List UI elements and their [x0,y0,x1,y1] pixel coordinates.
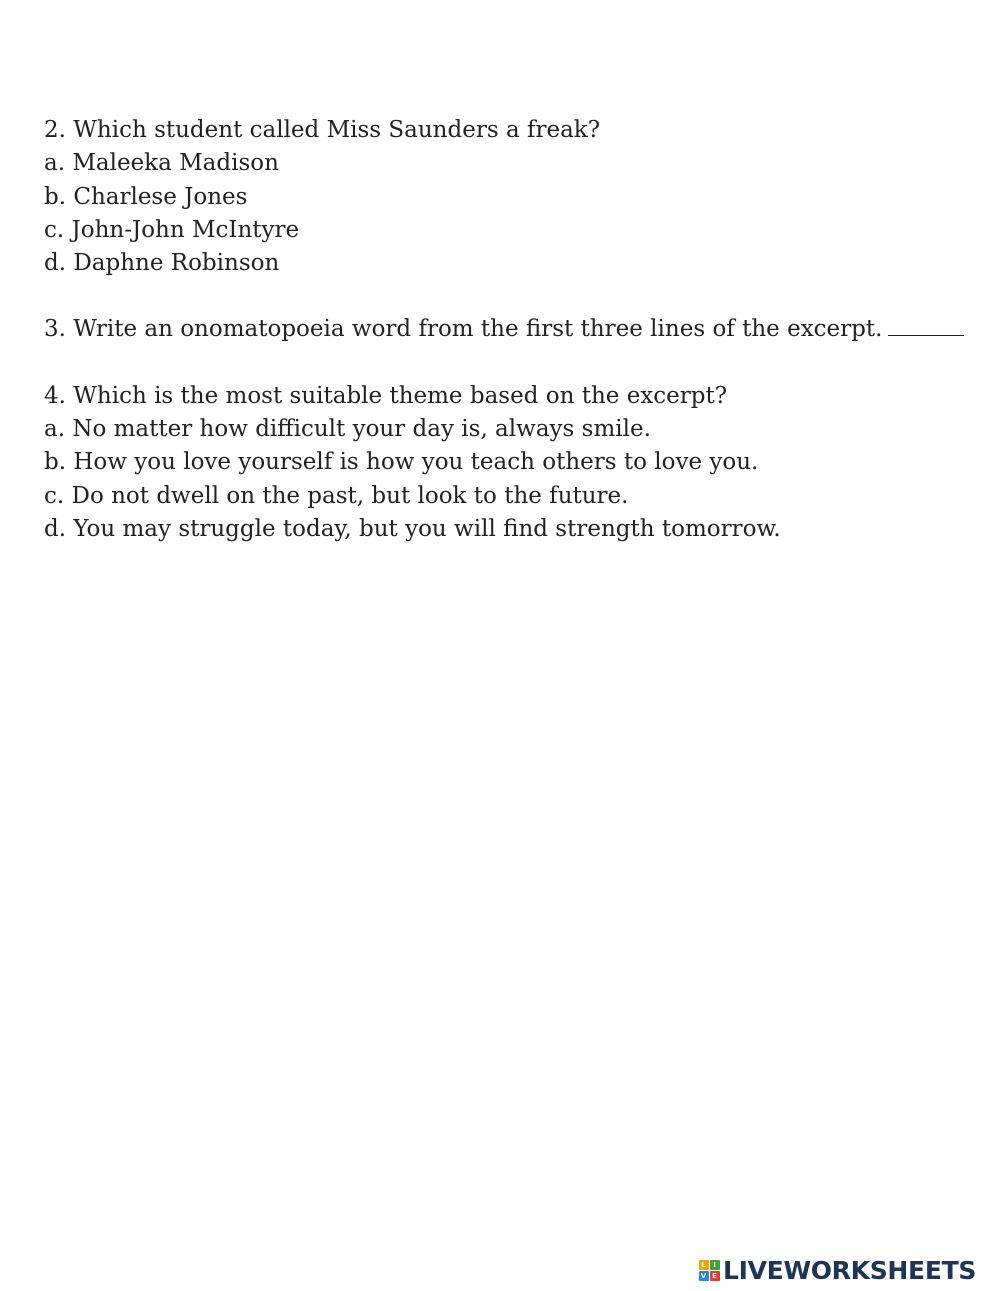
question-spacer [44,347,974,380]
question-3 [44,313,974,346]
question-2 [44,114,974,280]
question-2-option-b: b. Charlese Jones [44,183,248,210]
question-2-option-d: d. Daphne Robinson [44,250,280,277]
question-spacer [44,280,974,313]
question-4-prompt: 4. Which is the most suitable theme based on the excerpt? [44,382,728,409]
liveworksheets-logo-icon [698,1259,720,1281]
logo-text: LIVEWORKSHEETS [723,1255,977,1285]
question-2-option-c: c. John-John McIntyre [44,216,300,243]
logo-mark-letter: V [699,1271,709,1281]
answer-blank[interactable] [888,315,964,336]
logo-mark-letter: E [710,1271,720,1281]
question-3-line [44,313,974,346]
logo-mark-letter: I [710,1260,720,1270]
logo-mark-letter: L [699,1260,709,1270]
worksheet-content [44,114,974,546]
question-3-prompt: 3. Write an onomatopoeia word from the first three lines of the excerpt. [44,316,883,343]
question-4-option-b: b. How you love yourself is how you teach others to love you. [44,449,759,476]
liveworksheets-logo [698,1255,976,1285]
question-4-option-a: a. No matter how difficult your day is, always smile. [44,416,651,443]
question-4 [44,380,974,546]
question-4-option-c: c. Do not dwell on the past, but look to the future. [44,482,629,509]
question-2-prompt: 2. Which student called Miss Saunders a freak? [44,117,601,143]
question-2-option-a: a. Maleeka Madison [44,150,279,177]
question-4-option-d: d. You may struggle today, but you will find strength tomorrow. [44,515,781,542]
